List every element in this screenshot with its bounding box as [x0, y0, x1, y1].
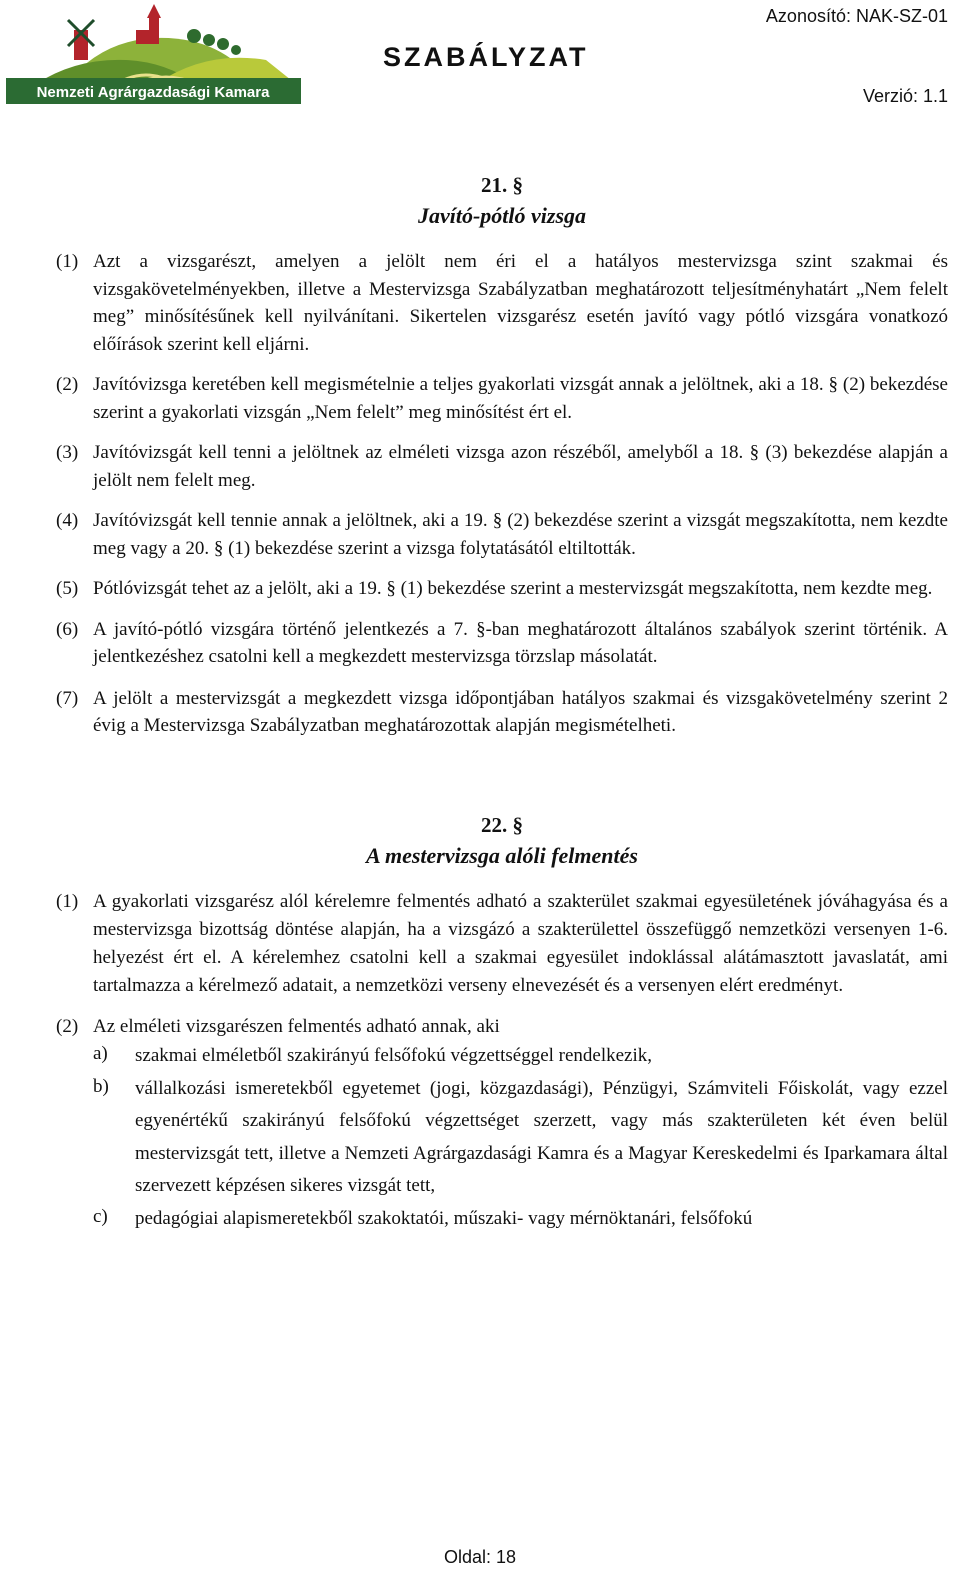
paragraph-number: (3): [56, 442, 79, 463]
paragraph-text: A jelölt a mestervizsgát a megkezdett vizsga időpontjában hatályos szakmai és vizsgakövetelmény szerint 2 évig a Mestervizsga Szabályzatban meghatározottak alapján megismételheti.: [93, 687, 948, 736]
list-item: [93, 1203, 948, 1236]
paragraph: [56, 1013, 948, 1041]
paragraph-text: A javító-pótló vizsgára történő jelentkezés a 7. §-ban meghatározott általános szabályok szerint történik. A jelentkezéshez csatolni kell a megkezdett mestervizsga törzslap másolatát.: [93, 618, 948, 667]
chamber-logo: [6, 0, 301, 108]
document-identifier: Azonosító: NAK-SZ-01: [765, 6, 948, 26]
section-title: Javító-pótló vizsga: [417, 203, 587, 228]
paragraph: [56, 888, 948, 1000]
paragraph-text: Azt a vizsgarészt, amelyen a jelölt nem éri el a hatályos mestervizsga szint szakmai és vizsgakövetelményekben, illetve a Mestervizsga Szabályzatban meghatározott teljesítményhatárt „Nem felelt meg” minősítésűnek kell nyilvánítani. Sikertelen vizsgarész esetén javító vagy pótló vizsgára vonatkozó előírások szerint kell eljárni.: [93, 251, 948, 355]
section-21-heading: [56, 170, 948, 232]
list-item-marker: a): [93, 1043, 108, 1064]
section-number: 22. §: [481, 812, 523, 837]
paragraph: [56, 575, 948, 603]
paragraph-number: (1): [56, 251, 79, 272]
paragraph: [56, 616, 948, 671]
list-item-text: vállalkozási ismeretekből egyetemet (jogi, közgazdasági), Pénzügyi, Számviteli Főiskolát, vagy ezzel egyenértékű szakirányú felsőfokú végzettséget szerzett, vagy más szakterületen két éven belül mestervizsgát tett, illetve a Nemzeti Agrárgazdasági Kamra és a Magyar Kereskedelmi és Iparkamara által szervezett képzésen sikeres vizsgát tett,: [135, 1077, 948, 1196]
list-item: [93, 1040, 948, 1073]
list-item-text: pedagógiai alapismeretekből szakoktatói, műszaki- vagy mérnöktanári, felsőfokú: [135, 1207, 753, 1229]
document-title: SZABÁLYZAT: [383, 42, 589, 72]
paragraph-number: (2): [56, 374, 79, 395]
paragraph-number: (7): [56, 687, 79, 709]
paragraph-number: (5): [56, 578, 79, 599]
list-item-marker: b): [93, 1075, 109, 1097]
paragraph-number: (4): [56, 510, 79, 531]
document-version: Verzió: 1.1: [862, 86, 948, 106]
paragraph-text: A gyakorlati vizsgarész alól kérelemre felmentés adható a szakterület szakmai egyesületének jóváhagyása és a mestervizsga bizottság döntése alapján, ha a vizsgázó a szakterülettel összefüggő nemzetközi versenyen 1-6. helyezést ért el. A kérelemhez csatolni kell a szakmai egyesület indoklással alátámasztott javaslatát, ami tartalmazza a kérelmező adatait, a nemzetközi verseny elnevezését és a versenyen elért eredményt.: [93, 890, 948, 996]
paragraph-number: (1): [56, 890, 79, 912]
paragraph-text: Javítóvizsgát kell tennie annak a jelöltnek, aki a 19. § (2) bekezdése szerint a vizsgát megszakította, nem kezdte meg vagy a 20. § (1) bekezdése szerint a vizsga folytatásától eltiltották.: [93, 510, 948, 559]
paragraph-text: Pótlóvizsgát tehet az a jelölt, aki a 19. § (1) bekezdése szerint a mestervizsgát megszakította, nem kezdte meg.: [93, 578, 933, 599]
page-number: Oldal: 18: [443, 1547, 517, 1567]
paragraph: [56, 507, 948, 562]
list-item: [93, 1073, 948, 1203]
paragraph-text: Javítóvizsga keretében kell megismételnie a teljes gyakorlati vizsgát annak a jelöltnek, aki a 18. § (2) bekezdése szerint a gyakorlati vizsgán „Nem felelt” meg minősítést ért el.: [93, 374, 948, 423]
list-item-text: szakmai elméletből szakirányú felsőfokú végzettséggel rendelkezik,: [135, 1045, 653, 1066]
page-header: [0, 0, 960, 120]
paragraph: [56, 685, 948, 740]
section-number: 21. §: [481, 173, 523, 197]
paragraph-number: (6): [56, 618, 79, 640]
section-22-heading: [56, 810, 948, 872]
paragraph: [56, 439, 948, 494]
paragraph-text: Javítóvizsgát kell tenni a jelöltnek az elméleti vizsga azon részéből, amelyből a 18. § (3) bekezdése alapján a jelölt nem felelt meg.: [93, 442, 948, 491]
paragraph-number: (2): [56, 1015, 79, 1037]
sub-list: [93, 1040, 948, 1235]
logo-text: Nemzeti Agrárgazdasági Kamara: [36, 84, 270, 101]
list-item-marker: c): [93, 1205, 108, 1227]
section-title: A mestervizsga alóli felmentés: [366, 842, 638, 868]
paragraph-text: Az elméleti vizsgarészen felmentés adható annak, aki: [93, 1015, 500, 1037]
paragraph: [56, 371, 948, 426]
document-body: [56, 170, 948, 1235]
paragraph: [56, 248, 948, 358]
